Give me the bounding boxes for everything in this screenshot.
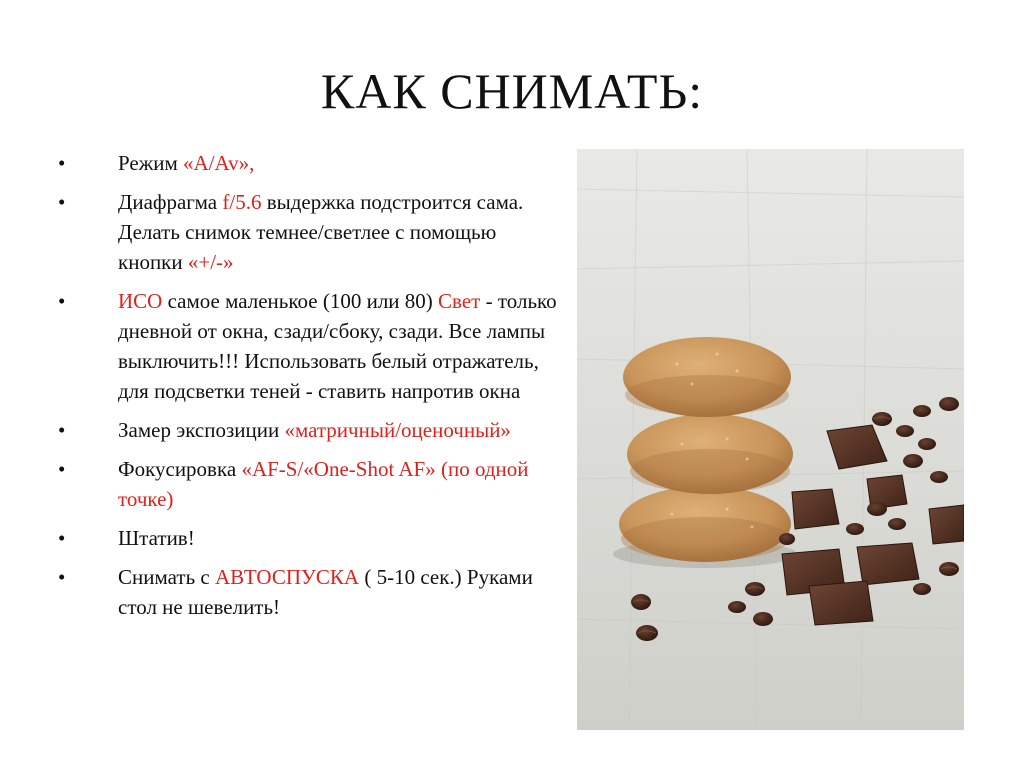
slide-title: КАК СНИМАТЬ: xyxy=(320,63,704,119)
highlight-text: «матричный/оценочный» xyxy=(284,418,511,442)
bullet-item xyxy=(58,562,558,622)
body-text: Замер экспозиции xyxy=(118,418,285,442)
bullet-list xyxy=(58,148,558,631)
highlight-text: «A/Av», xyxy=(183,151,255,175)
bullet-item xyxy=(58,187,558,277)
bullet-dot: • xyxy=(58,289,66,313)
body-text: Штатив! xyxy=(118,526,195,550)
bullet-item xyxy=(58,148,558,178)
body-text: Снимать с xyxy=(118,565,215,589)
highlight-text: ИСО xyxy=(118,289,163,313)
bullet-item xyxy=(58,454,558,514)
body-text: Фокусировка xyxy=(118,457,242,481)
bullet-dot: • xyxy=(58,565,66,589)
highlight-text: Свет xyxy=(438,289,481,313)
body-text: - только дневной от окна, сзади/сбоку, сзади. Все лампы выключить!!! Использовать белый отражатель, для подсветки теней - ставить напротив окна xyxy=(118,289,557,403)
bullet-dot: • xyxy=(58,190,66,214)
highlight-text: АВТОСПУСКА xyxy=(214,565,360,589)
bullet-item xyxy=(58,415,558,445)
highlight-text: f/5.6 xyxy=(222,190,262,214)
body-text: ( 5-10 сек.) Руками стол не шевелить! xyxy=(118,565,533,619)
bullet-dot: • xyxy=(58,457,66,481)
highlight-text: «+/-» xyxy=(187,250,234,274)
body-text: выдержка подстроится сама. Делать снимок темнее/светлее с помощью кнопки xyxy=(118,190,524,274)
body-text: самое маленькое (100 или 80) xyxy=(162,289,439,313)
bullet-item xyxy=(58,286,558,406)
bullet-item xyxy=(58,523,558,553)
bullet-dot: • xyxy=(58,151,66,175)
bullet-dot: • xyxy=(58,526,66,550)
cookies-photo xyxy=(577,149,964,730)
highlight-text: «AF-S/«One-Shot AF» (по одной точке) xyxy=(118,457,529,511)
body-text: Диафрагма xyxy=(118,190,223,214)
bullet-dot: • xyxy=(58,418,66,442)
body-text: Режим xyxy=(118,151,184,175)
